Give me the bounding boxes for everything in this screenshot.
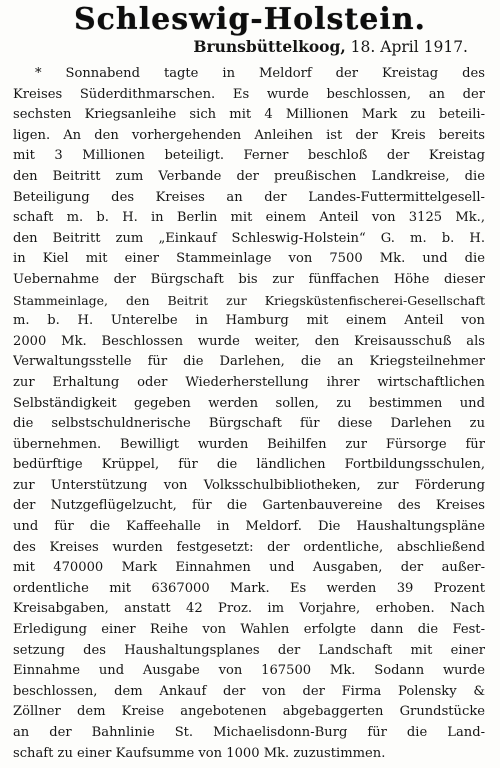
article-line: m. b. H. Unterelbe in Hamburg mit einem Anteil von [13, 313, 485, 329]
article-line: übernehmen. Bewilligt wurden Beihilfen zur Fürsorge für [13, 436, 485, 452]
section-heading: Schleswig-Holstein. [73, 2, 426, 37]
article-line: setzung des Haushaltungsplanes der Landschaft mit einer [13, 642, 485, 658]
article-line: Verwaltungsstelle für die Darlehen, die an Kriegsteilnehmer [13, 354, 485, 370]
article-line: an der Bahnlinie St. Michaelisdonn-Burg für die Land- [13, 725, 485, 740]
article-line: die selbstschuldnerische Bürgschaft für diese Darlehen zu [13, 416, 485, 432]
article-line: Erledigung einer Reihe von Wahlen erfolgte dann die Fest- [13, 622, 485, 638]
article-line: ordentliche mit 6367000 Mark. Es werden 39 Prozent [13, 580, 485, 596]
article-line: mit 470000 Mark Einnahmen und Ausgaben, der außer- [13, 560, 485, 576]
article-line: ligen. An den vorhergehenden Anleihen ist der Kreis bereits [13, 127, 485, 143]
article-line: Selbständigkeit gegeben werden sollen, zu bestimmen und [13, 395, 485, 411]
article-line: und für die Kaffeehalle in Meldorf. Die Haushaltungspläne [13, 519, 485, 535]
article-line: bedürftige Krüppel, für die ländlichen Fortbildungsschulen, [13, 457, 485, 473]
article-body [13, 64, 485, 764]
article-line: Zöllner dem Kreise angebotenen abgebaggerten Grundstücke [13, 704, 485, 720]
article-line: des Kreises wurden festgesetzt: der ordentliche, abschließend [13, 539, 485, 555]
article-line: beschlossen, dem Ankauf der von der Firma Polensky & [13, 683, 485, 699]
article-line: der Nutzgeflügelzucht, für die Gartenbauvereine des Kreises [13, 498, 485, 514]
article-line: Kreises Süderdithmarschen. Es wurde beschlossen, an der [13, 86, 485, 102]
article-line: schaft zu einer Kaufsumme von 1000 Mk. zuzustimmen. [13, 745, 386, 761]
article-line: zur Erhaltung oder Wiederherstellung ihrer wirtschaftlichen [13, 374, 485, 390]
dateline-place: Brunsbüttelkoog, [193, 37, 346, 56]
dateline-date: 18. April 1917. [350, 38, 468, 56]
article-line: Kreisabgaben, anstatt 42 Proz. im Vorjahre, erhoben. Nach [13, 601, 485, 617]
article-line: sechsten Kriegsanleihe sich mit 4 Millionen Mark zu beteili- [13, 107, 485, 123]
article-line: schaft m. b. H. in Berlin mit einem Anteil von 3125 Mk., [13, 210, 485, 226]
dateline [193, 36, 468, 58]
article-line: Beteiligung des Kreises an der Landes-Futtermittelgesell- [13, 189, 485, 205]
article-line: den Beitritt zum „Einkauf Schleswig-Holstein“ G. m. b. H. [13, 230, 485, 246]
article-line: 2000 Mk. Beschlossen wurde weiter, den Kreisausschuß als [13, 333, 485, 349]
article-line: Stammeinlage, den Beitrit zur Kriegsküstenfischerei-Gesellschaft [13, 292, 485, 308]
article-line: Uebernahme der Bürgschaft bis zur fünffachen Höhe dieser [13, 271, 485, 287]
article-line: den Beitritt zum Verbande der preußischen Landkreise, die [13, 168, 485, 184]
article-line: in Kiel mit einer Stammeinlage von 7500 Mk. und die [13, 251, 485, 267]
article-line: * Sonnabend tagte in Meldorf der Kreistag des [35, 66, 485, 81]
article-line: mit 3 Millionen beteiligt. Ferner beschloß der Kreistag [13, 148, 485, 164]
article-line: Einnahme und Ausgabe von 167500 Mk. Sodann wurde [13, 663, 485, 679]
article-line: zur Unterstützung von Volksschulbibliotheken, zur Förderung [13, 477, 485, 493]
